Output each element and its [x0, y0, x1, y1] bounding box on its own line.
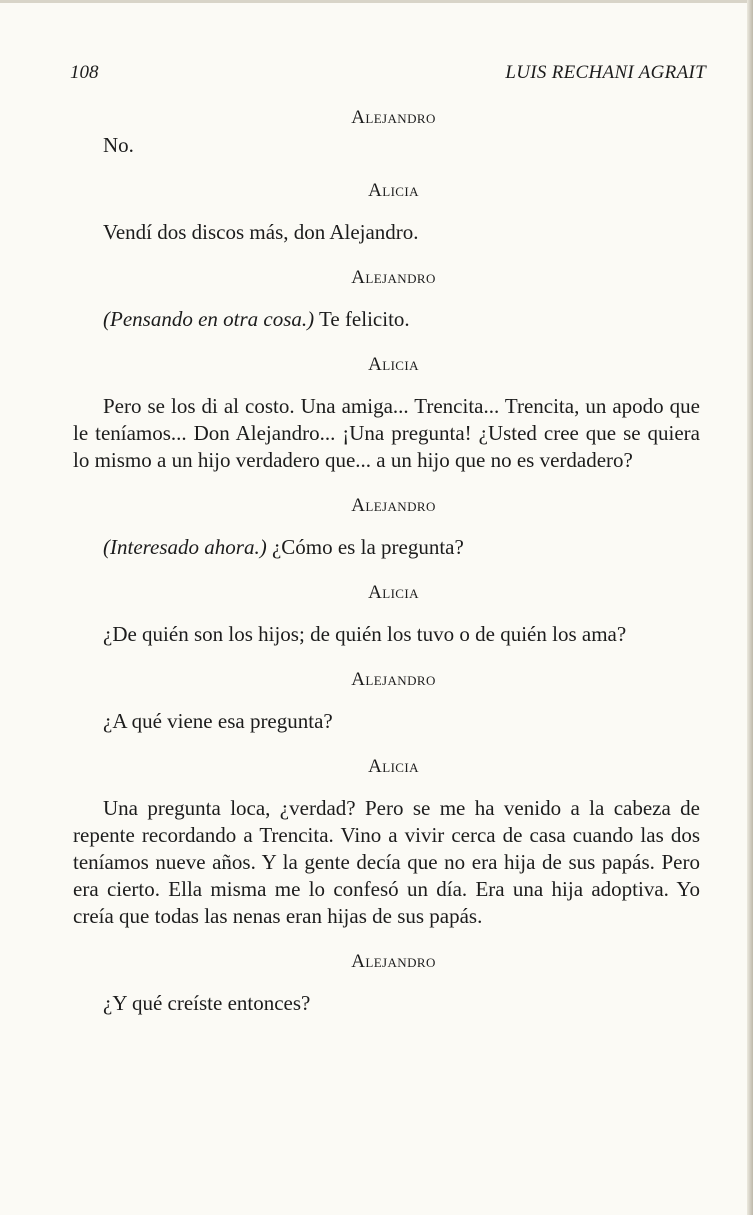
- spacer: [73, 246, 700, 264]
- dialogue-line: Pero se los di al costo. Una amiga... Trencita... Trencita, un apodo que le teníamos... Don Alejandro... ¡Una pregunta! ¿Usted cree que se quiera lo mismo a un hijo verdadero que... a un hijo que no es verdadero?: [73, 394, 700, 472]
- speaker-name: Alejandro: [351, 267, 436, 288]
- speaker-name: Alejandro: [351, 669, 436, 690]
- spacer: [73, 379, 700, 393]
- dialogue-line: ¿A qué viene esa pregunta?: [103, 709, 333, 733]
- page-header: [70, 62, 706, 88]
- page-right-edge: [747, 0, 753, 1215]
- speaker-name: Alicia: [368, 756, 419, 777]
- spacer: [73, 333, 700, 351]
- spacer: [73, 474, 700, 492]
- dialogue-line: [73, 306, 700, 333]
- spacer: [73, 205, 700, 219]
- dialogue-line: Una pregunta loca, ¿verdad? Pero se me ha venido a la cabeza de repente recordando a Trencita. Vino a vivir cerca de casa cuando las dos teníamos nueve años. Y la gente decía que no era hija de sus papás. Pero era cierto. Ella misma me lo confesó un día. Era una hija adoptiva. Yo creía que todas las nenas eran hijas de sus papás.: [73, 796, 700, 928]
- spacer: [73, 292, 700, 306]
- speaker-name: Alicia: [368, 582, 419, 603]
- spacer: [73, 648, 700, 666]
- speaker-name: Alicia: [368, 354, 419, 375]
- running-head: LUIS RECHANI AGRAIT: [505, 62, 706, 83]
- speaker-name: Alejandro: [351, 951, 436, 972]
- stage-direction: (Interesado ahora.): [103, 535, 267, 559]
- spacer: [73, 976, 700, 990]
- spacer: [73, 607, 700, 621]
- speaker-name: Alejandro: [351, 495, 436, 516]
- dialogue-line: No.: [103, 133, 134, 157]
- dialogue-line: ¿Y qué creíste entonces?: [103, 991, 311, 1015]
- spacer: [73, 781, 700, 795]
- dialogue-line: ¿De quién son los hijos; de quién los tuvo o de quién los ama?: [103, 622, 627, 646]
- dialogue-text: Te felicito.: [314, 307, 410, 331]
- page-top-edge: [0, 0, 753, 3]
- dialogue-line: [73, 534, 700, 561]
- speaker-name: Alejandro: [351, 107, 436, 128]
- spacer: [73, 930, 700, 948]
- speaker-name: Alicia: [368, 180, 419, 201]
- dialogue-line: Vendí dos discos más, don Alejandro.: [103, 220, 419, 244]
- page-number: 108: [70, 62, 99, 83]
- spacer: [73, 735, 700, 753]
- spacer: [73, 520, 700, 534]
- spacer: [73, 561, 700, 579]
- dialogue-text: ¿Cómo es la pregunta?: [266, 535, 464, 559]
- stage-direction: (Pensando en otra cosa.): [103, 307, 315, 331]
- spacer: [73, 694, 700, 708]
- play-text: [73, 104, 700, 1017]
- spacer: [73, 159, 700, 177]
